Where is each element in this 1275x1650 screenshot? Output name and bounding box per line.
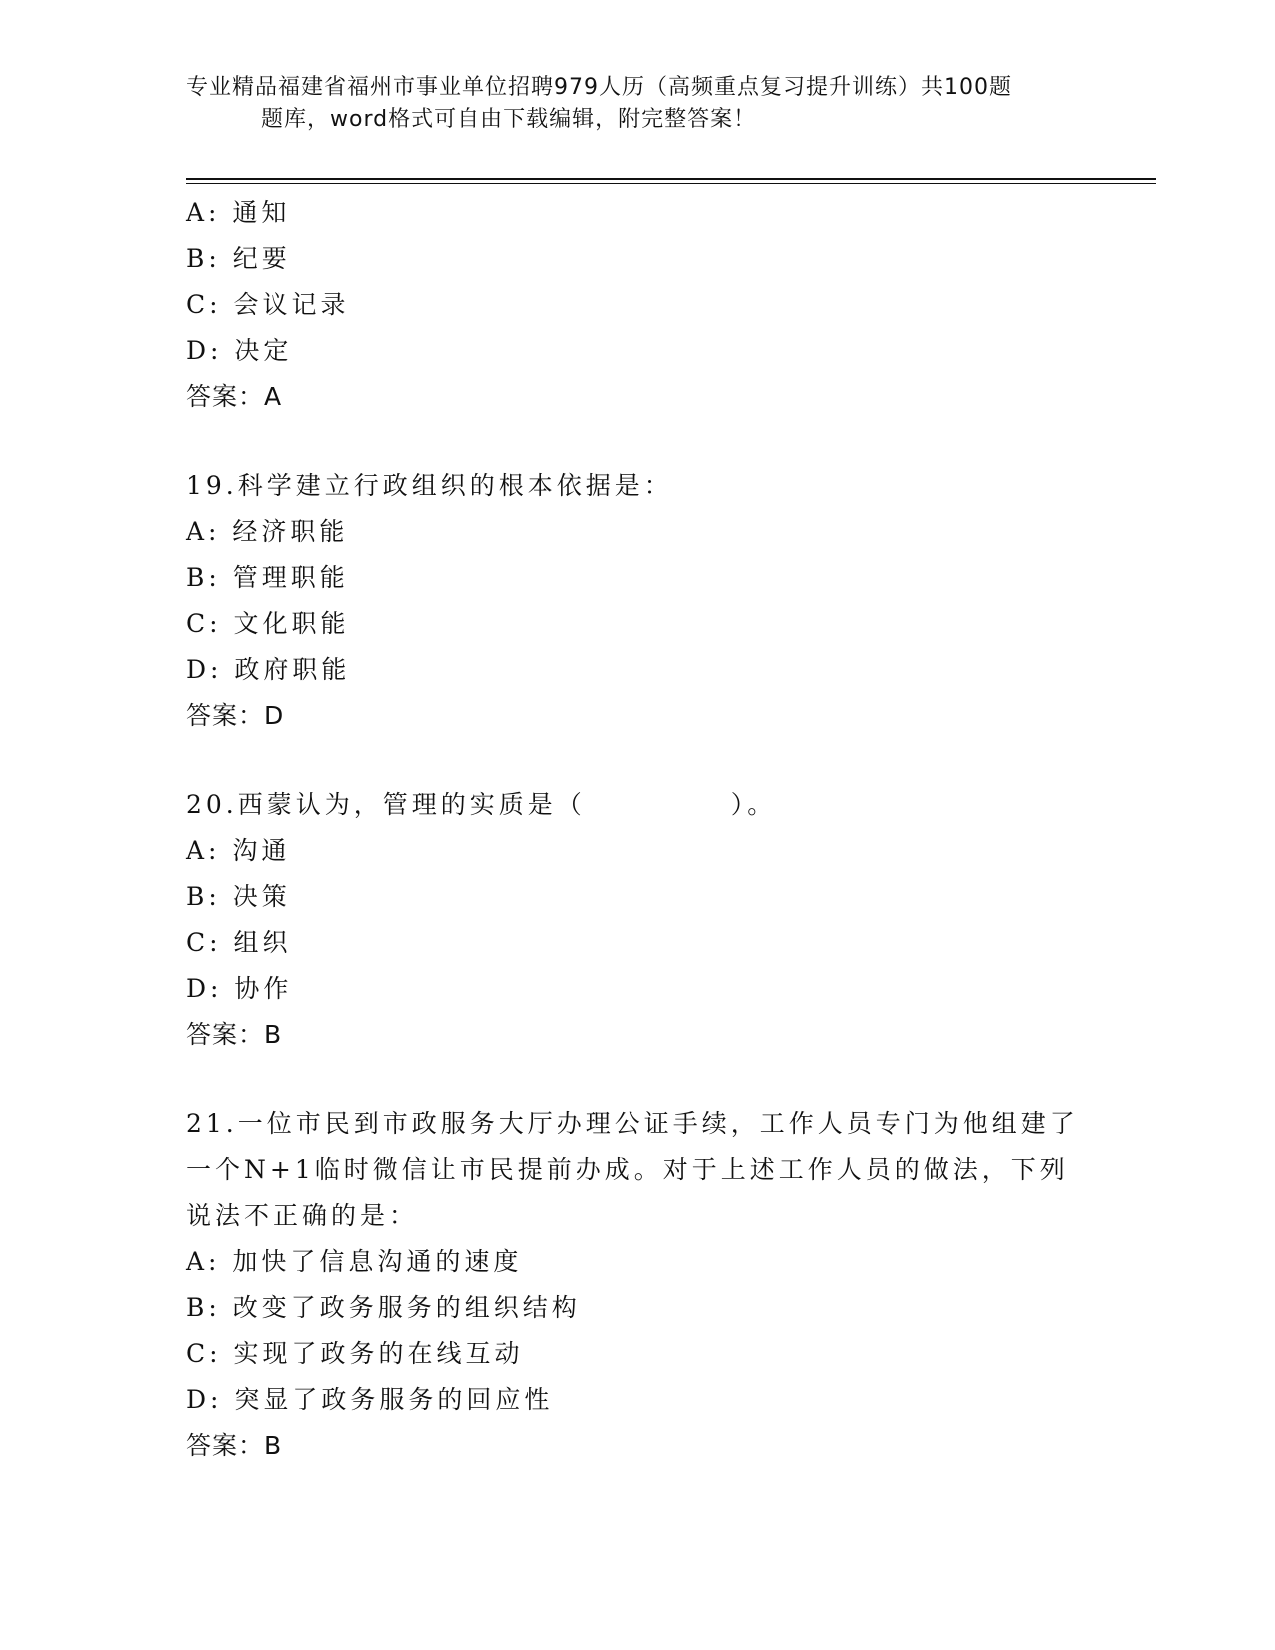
option-a: A: 加快了信息沟通的速度 [186,1247,523,1276]
question-text-line: 20.西蒙认为，管理的实质是（ ）。 [186,790,777,819]
option-c: C: 文化职能 [186,609,350,638]
question-20 [186,782,1086,1058]
option-c: C: 实现了政务的在线互动 [186,1339,524,1368]
option-a: A: 经济职能 [186,517,349,546]
header-title-line1: 专业精品福建省福州市事业单位招聘979人历（高频重点复习提升训练）共100题 [186,75,1012,100]
header-divider-thin [186,183,1156,184]
answer: 答案：D [186,701,285,730]
option-d: D: 决定 [186,336,293,365]
question-text [186,463,1086,509]
option-d: D: 突显了政务服务的回应性 [186,1385,554,1414]
option-c: C: 组织 [186,928,292,957]
option-b: B: 改变了政务服务的组织结构 [186,1293,581,1322]
question-19 [186,463,1086,739]
question-fragment [186,190,1086,420]
question-text-line: 21.一位市民到市政服务大厅办理公证手续，工作人员专门为他组建了 [186,1109,1079,1138]
answer: 答案：A [186,382,283,411]
option-a: A: 通知 [186,198,291,227]
document-body [186,190,1086,1469]
header-title-line2: 题库，word格式可自由下载编辑，附完整答案！ [261,107,757,132]
option-b: B: 纪要 [186,244,291,273]
question-21 [186,1101,1086,1469]
option-a: A: 沟通 [186,836,291,865]
question-text-line: 说法不正确的是： [186,1201,419,1230]
option-b: B: 决策 [186,882,291,911]
option-d: D: 政府职能 [186,655,351,684]
page-header [186,72,1086,136]
answer: 答案：B [186,1020,283,1049]
question-text-line: 19.科学建立行政组织的根本依据是： [186,471,673,500]
option-b: B: 管理职能 [186,563,349,592]
question-text [186,782,1086,828]
question-text-line: 一个N+1临时微信让市民提前办成。对于上述工作人员的做法，下列 [186,1155,1069,1184]
question-text [186,1101,1086,1239]
header-divider-thick [186,178,1156,180]
option-d: D: 协作 [186,974,293,1003]
answer: 答案：B [186,1431,283,1460]
option-c: C: 会议记录 [186,290,350,319]
